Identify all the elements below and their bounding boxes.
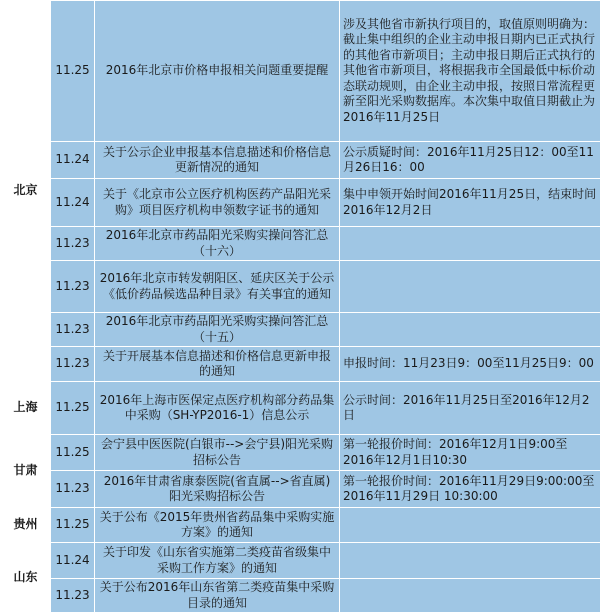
notice-note xyxy=(340,579,600,613)
notice-note xyxy=(340,313,600,347)
notice-note xyxy=(340,508,600,543)
date-cell: 11.24 xyxy=(51,543,95,579)
date-cell: 11.23 xyxy=(51,471,95,508)
notice-title[interactable]: 关于公布《2015年贵州省药品集中采购实施方案》的通知 xyxy=(95,508,340,543)
notice-title[interactable]: 关于开展基本信息描述和价格信息更新申报的通知 xyxy=(95,347,340,382)
date-cell: 11.25 xyxy=(51,1,95,142)
province-cell: 山东 xyxy=(1,543,51,613)
table-row xyxy=(1,382,600,435)
date-cell: 11.24 xyxy=(51,142,95,179)
notice-title[interactable]: 2016年北京市药品阳光采购实操问答汇总（十五） xyxy=(95,313,340,347)
table-row xyxy=(1,435,600,471)
table-row xyxy=(1,179,600,227)
table-row xyxy=(1,142,600,179)
notice-note: 第一轮报价时间：2016年11月29日9:00:00至2016年11月29日 10:30:00 xyxy=(340,471,600,508)
table-row xyxy=(1,313,600,347)
date-cell: 11.25 xyxy=(51,435,95,471)
notice-note xyxy=(340,227,600,261)
notice-title[interactable]: 2016年北京市价格申报相关问题重要提醒 xyxy=(95,1,340,142)
table-row xyxy=(1,347,600,382)
notice-title[interactable]: 会宁县中医医院(白银市-->会宁县)阳光采购招标公告 xyxy=(95,435,340,471)
notice-note: 集中申领开始时间2016年11月25日，结束时间2016年12月2日 xyxy=(340,179,600,227)
date-cell: 11.23 xyxy=(51,261,95,313)
table-row xyxy=(1,227,600,261)
province-cell: 北京 xyxy=(1,1,51,382)
notice-title[interactable]: 关于印发《山东省实施第二类疫苗省级集中采购工作方案》的通知 xyxy=(95,543,340,579)
province-cell: 甘肃 xyxy=(1,435,51,508)
notice-title[interactable]: 关于公布2016年山东省第二类疫苗集中采购目录的通知 xyxy=(95,579,340,613)
notice-note: 公示时间：2016年11月25日至2016年12月2日 xyxy=(340,382,600,435)
table-row xyxy=(1,471,600,508)
province-cell: 贵州 xyxy=(1,508,51,543)
notice-note xyxy=(340,543,600,579)
notice-title[interactable]: 2016年北京市转发朝阳区、延庆区关于公示《低价药品候选品种目录》有关事宜的通知 xyxy=(95,261,340,313)
table-row xyxy=(1,261,600,313)
date-cell: 11.23 xyxy=(51,579,95,613)
date-cell: 11.24 xyxy=(51,179,95,227)
notice-title[interactable]: 2016年甘肃省康泰医院(省直属-->省直属)阳光采购招标公告 xyxy=(95,471,340,508)
notice-note xyxy=(340,261,600,313)
date-cell: 11.23 xyxy=(51,227,95,261)
table-row xyxy=(1,579,600,613)
province-cell: 上海 xyxy=(1,382,51,435)
notice-title[interactable]: 关于《北京市公立医疗机构医药产品阳光采购》项目医疗机构申领数字证书的通知 xyxy=(95,179,340,227)
notice-title[interactable]: 2016年上海市医保定点医疗机构部分药品集中采购（SH-YP2016-1）信息公示 xyxy=(95,382,340,435)
notice-title[interactable]: 2016年北京市药品阳光采购实操问答汇总（十六） xyxy=(95,227,340,261)
date-cell: 11.23 xyxy=(51,313,95,347)
notice-note: 公示质疑时间：2016年11月25日12：00至11月26日16：00 xyxy=(340,142,600,179)
table-row xyxy=(1,1,600,142)
notice-note: 涉及其他省市新执行项目的，取值原则明确为：截止集中组织的企业主动申报日期内已正式执行的其他省市新项目；主动申报日期后正式执行的其他省市新项目，将根据我市全国最低中标价动态联动规则，由企业主动申报，按照日常流程更新至阳光采购数据库。本次集中取值日期截止为2016年11月25日 xyxy=(340,1,600,142)
date-cell: 11.25 xyxy=(51,382,95,435)
date-cell: 11.25 xyxy=(51,508,95,543)
notice-note: 申报时间：11月23日9：00至11月25日9：00 xyxy=(340,347,600,382)
table-row xyxy=(1,508,600,543)
notice-note: 第一轮报价时间：2016年12月1日9:00至2016年12月1日10:30 xyxy=(340,435,600,471)
notice-title[interactable]: 关于公示企业申报基本信息描述和价格信息更新情况的通知 xyxy=(95,142,340,179)
table-row xyxy=(1,543,600,579)
date-cell: 11.23 xyxy=(51,347,95,382)
